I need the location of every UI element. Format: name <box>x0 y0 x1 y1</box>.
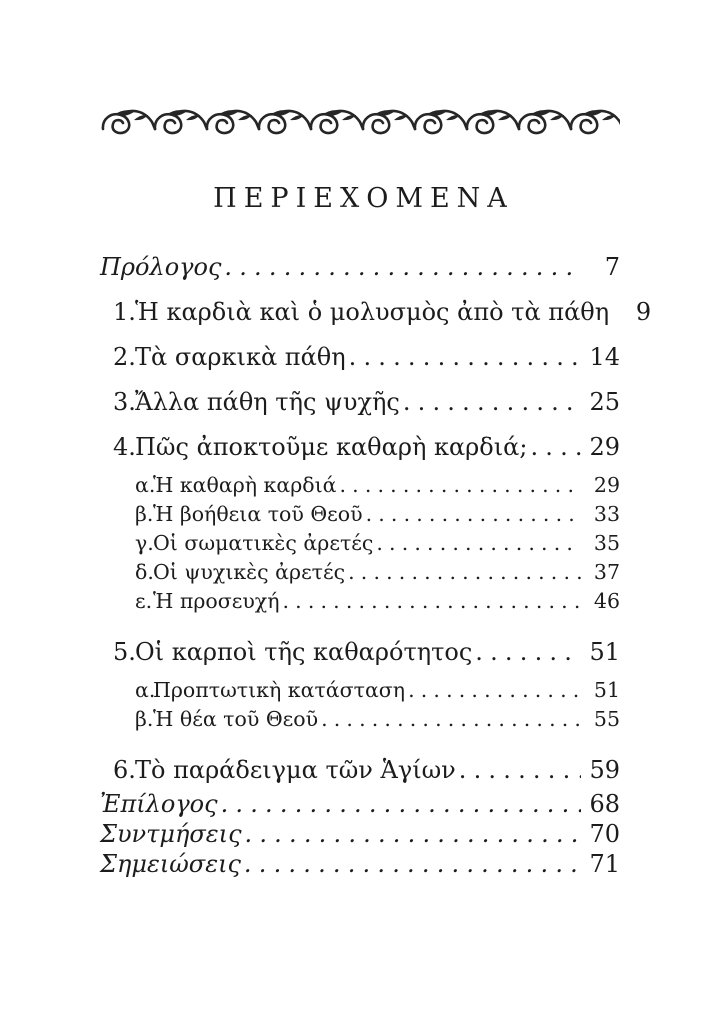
toc-entry-page: 51 <box>589 638 620 666</box>
toc-entry-number: β. <box>135 502 154 526</box>
dot-leader <box>321 705 581 734</box>
page-title: ΠΕΡΙΕΧΟΜΕΝΑ <box>213 183 514 214</box>
dot-leader <box>459 755 581 785</box>
toc-entry[interactable] <box>100 252 620 282</box>
toc-entry-label: Τὸ παράδειγμα τῶν Ἁγίων <box>135 756 456 784</box>
toc-entry-number: 1. <box>113 298 136 326</box>
toc-entry[interactable] <box>100 432 620 462</box>
dot-leader <box>348 558 581 587</box>
toc-entry[interactable] <box>100 471 620 500</box>
toc-entry-page: 7 <box>604 253 620 281</box>
toc-entry-page: 25 <box>589 388 620 416</box>
toc-entry-page: 51 <box>593 678 620 702</box>
toc-entry[interactable] <box>100 819 620 849</box>
toc-entry-page: 33 <box>593 502 620 526</box>
toc-entry-label: Ἄλλα πάθη τῆς ψυχῆς <box>135 388 400 416</box>
toc-entry-label: Ἡ θέα τοῦ Θεοῦ <box>153 707 319 731</box>
dot-leader <box>244 849 581 879</box>
toc-entry-number: 5. <box>113 638 136 666</box>
dot-leader <box>403 387 581 417</box>
toc-entry-page: 71 <box>589 850 620 878</box>
toc-entry-number: 6. <box>113 756 136 784</box>
dot-leader <box>475 637 581 667</box>
toc-entry-label: Ἡ καρδιὰ καὶ ὁ μολυσμὸς ἀπὸ τὰ πάθη <box>135 298 610 326</box>
toc-entry-label: Ἡ προσευχή <box>153 589 280 613</box>
toc-entry-number: 2. <box>113 343 136 371</box>
toc-entry-label: Συντμήσεις <box>100 820 242 848</box>
dot-leader <box>221 789 581 819</box>
toc-entry[interactable] <box>100 587 620 616</box>
toc-entry-label: Οἱ σωματικὲς ἀρετές <box>153 531 374 555</box>
toc-entry-label: Πρόλογος <box>100 253 222 281</box>
toc-entry-page: 70 <box>589 820 620 848</box>
toc-entry[interactable] <box>100 342 620 372</box>
dot-leader <box>224 252 581 282</box>
toc-entry-page: 35 <box>593 531 620 555</box>
toc-entry-number: γ. <box>135 531 154 555</box>
toc-entry-label: Σημειώσεις <box>100 850 241 878</box>
dot-leader <box>530 432 581 462</box>
dot-leader <box>376 529 581 558</box>
toc-entry-number: 4. <box>113 433 136 461</box>
dot-leader <box>245 819 581 849</box>
toc-entry[interactable] <box>100 529 620 558</box>
toc-entry[interactable] <box>100 849 620 879</box>
toc-entry-number: δ. <box>135 560 154 584</box>
toc-entry-number: β. <box>135 707 154 731</box>
toc-entry[interactable] <box>100 789 620 819</box>
toc-entry-page: 46 <box>593 589 620 613</box>
toc-entry[interactable] <box>100 558 620 587</box>
toc-entry-page: 29 <box>593 473 620 497</box>
toc-entry-number: ε. <box>135 589 153 613</box>
toc-entry-label: Ἐπίλογος <box>100 790 218 818</box>
dot-leader <box>349 342 581 372</box>
toc-entry-label: Οἱ καρποὶ τῆς καθαρότητος <box>135 638 473 666</box>
toc-entry-label: Πῶς ἀποκτοῦμε καθαρὴ καρδιά; <box>135 433 528 461</box>
toc-entry-number: 3. <box>113 388 136 416</box>
dot-leader <box>366 500 581 529</box>
toc-entry[interactable] <box>100 705 620 734</box>
toc-entry-page: 29 <box>589 433 620 461</box>
toc-entry[interactable] <box>100 297 652 327</box>
toc-entry-page: 55 <box>593 707 620 731</box>
toc-entry-page: 37 <box>593 560 620 584</box>
toc-entry-page: 59 <box>589 756 620 784</box>
toc-entry[interactable] <box>100 637 620 667</box>
toc-entry[interactable] <box>100 500 620 529</box>
toc-entry-page: 14 <box>589 343 620 371</box>
toc-entry-number: α. <box>135 473 156 497</box>
toc-entry-label: Οἱ ψυχικὲς ἀρετές <box>153 560 346 584</box>
toc-entry-number: α. <box>135 678 156 702</box>
toc-entry[interactable] <box>100 676 620 705</box>
dot-leader <box>408 676 581 705</box>
toc-entry[interactable] <box>100 755 620 785</box>
toc-entry-label: Ἡ καθαρὴ καρδιά <box>153 473 337 497</box>
dot-leader <box>339 471 581 500</box>
dot-leader <box>283 587 581 616</box>
toc-entry-label: Τὰ σαρκικὰ πάθη <box>135 343 346 371</box>
vine-scroll-ornament <box>100 104 620 140</box>
toc-entry-page: 9 <box>635 298 652 326</box>
toc-entry-label: Προπτωτικὴ κατάσταση <box>153 678 406 702</box>
toc-entry-page: 68 <box>589 790 620 818</box>
toc-entry-label: Ἡ βοήθεια τοῦ Θεοῦ <box>153 502 363 526</box>
toc-entry[interactable] <box>100 387 620 417</box>
toc-list <box>100 252 652 879</box>
